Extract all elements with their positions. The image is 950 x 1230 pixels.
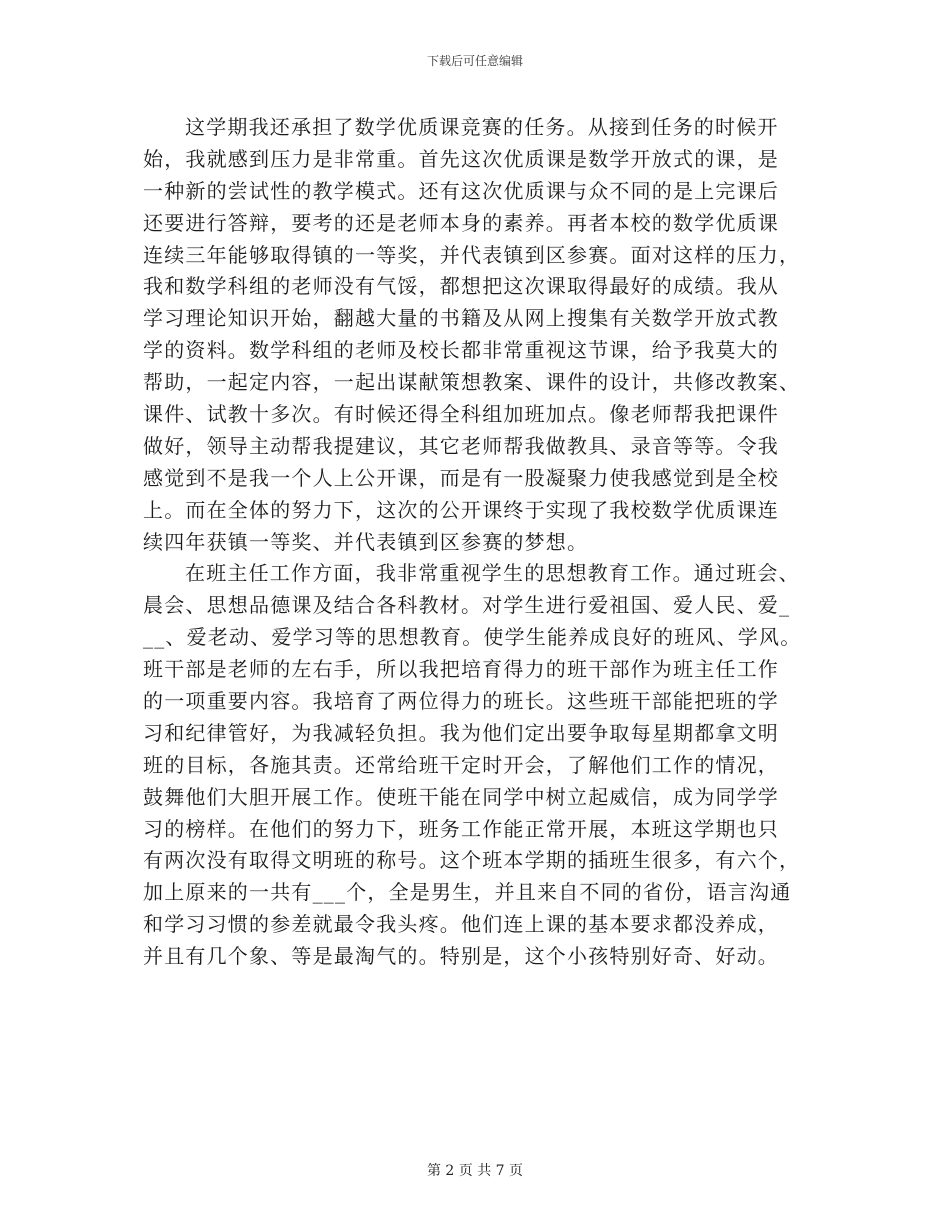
text-line: 上。而在全体的努力下，这次的公开课终于实现了我校数学优质课连: [143, 497, 779, 522]
text-line: 和学习习惯的参差就最令我头疼。他们连上课的基本要求都没养成，: [143, 912, 779, 937]
paragraph-2: [143, 558, 833, 973]
text-line: 连续三年能够取得镇的一等奖，并代表镇到区参赛。面对这样的压力，: [143, 242, 801, 267]
text-line: 课件、试教十多次。有时候还得全科组加班加点。像老师帮我把课件: [143, 402, 779, 427]
text-line: 我和数学科组的老师没有气馁，都想把这次课取得最好的成绩。我从: [143, 274, 779, 299]
text-line: 有两次没有取得文明班的称号。这个班本学期的插班生很多，有六个，: [143, 848, 801, 873]
page-header-note: 下载后可任意编辑: [426, 54, 523, 68]
text-line: 这学期我还承担了数学优质课竞赛的任务。从接到任务的时候开: [185, 115, 779, 139]
text-line: 班的目标，各施其责。还常给班干定时开会，了解他们工作的情况，: [143, 752, 779, 777]
text-line: 还要进行答辩，要考的还是老师本身的素养。再者本校的数学优质课: [143, 210, 779, 235]
text-line: 做好，领导主动帮我提建议，其它老师帮我做教具、录音等等。令我: [143, 433, 779, 458]
text-line: 学的资料。数学科组的老师及校长都非常重视这节课，给予我莫大的: [143, 338, 779, 363]
text-line: 晨会、思想品德课及结合各科教材。对学生进行爱祖国、爱人民、爱_: [143, 593, 791, 618]
text-line: 感觉到不是我一个人上公开课，而是有一股凝聚力使我感觉到是全校: [143, 465, 779, 490]
text-line: 习和纪律管好，为我减轻负担。我为他们定出要争取每星期都拿文明: [143, 720, 779, 745]
paragraph-1: [143, 112, 833, 558]
text-line: 鼓舞他们大胆开展工作。使班干能在同学中树立起威信，成为同学学: [143, 784, 779, 809]
text-line: 续四年获镇一等奖、并代表镇到区参赛的梦想。: [143, 529, 589, 554]
text-line: 的一项重要内容。我培育了两位得力的班长。这些班干部能把班的学: [143, 689, 779, 714]
text-line: 帮助，一起定内容，一起出谋献策想教案、课件的设计，共修改教案、: [143, 370, 801, 395]
text-line: 一种新的尝试性的教学模式。还有这次优质课与众不同的是上完课后: [143, 178, 779, 203]
document-body: [143, 112, 833, 973]
text-line: 习的榜样。在他们的努力下，班务工作能正常开展，本班这学期也只: [143, 816, 779, 841]
text-line: __、爱老动、爱学习等的思想教育。使学生能养成良好的班风、学风。: [143, 625, 802, 650]
text-line: 班干部是老师的左右手，所以我把培育得力的班干部作为班主任工作: [143, 657, 779, 682]
text-line: 加上原来的一共有___个，全是男生，并且来自不同的省份，语言沟通: [143, 880, 792, 905]
page-number: 第 2 页 共 7 页: [426, 1163, 524, 1179]
text-line: 并且有几个象、等是最淘气的。特别是，这个小孩特别好奇、好动。: [143, 944, 779, 969]
text-line: 在班主任工作方面，我非常重视学生的思想教育工作。通过班会、: [185, 561, 800, 586]
text-line: 学习理论知识开始，翻越大量的书籍及从网上搜集有关数学开放式教: [143, 306, 779, 331]
text-line: 始，我就感到压力是非常重。首先这次优质课是数学开放式的课，是: [143, 146, 779, 171]
